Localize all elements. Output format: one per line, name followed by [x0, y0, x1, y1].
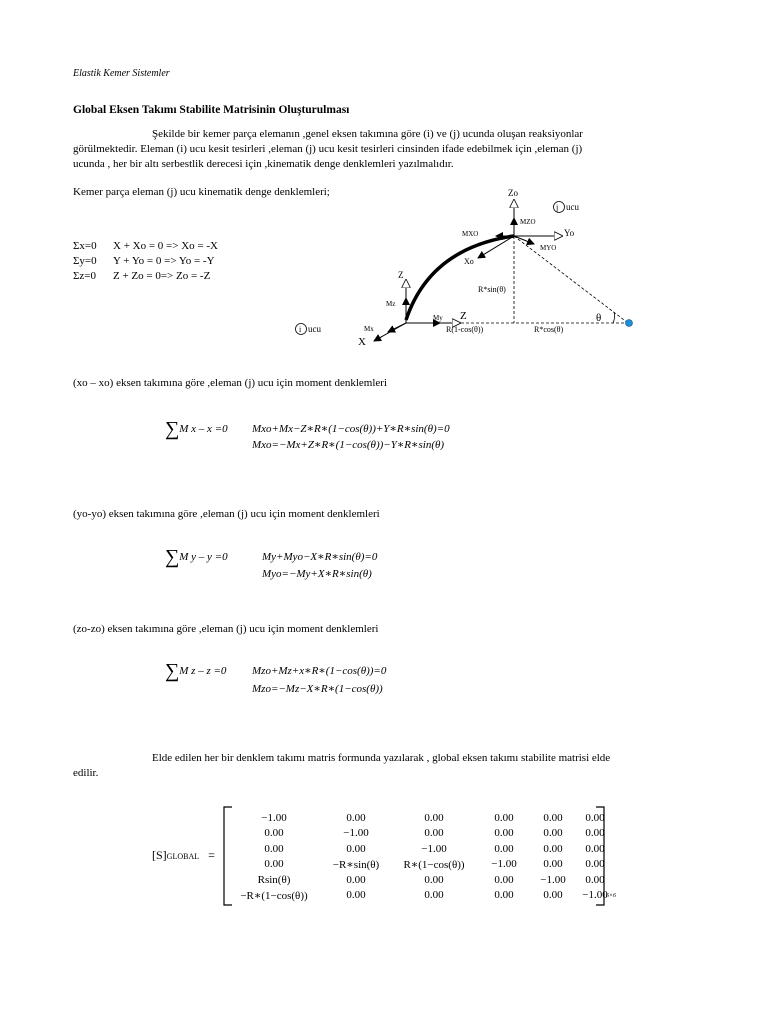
center-point — [626, 320, 633, 327]
myo-arrow — [514, 236, 534, 244]
arch-element-figure — [280, 180, 660, 350]
matrix-row — [228, 888, 616, 904]
intro-line-1: Şekilde bir kemer parça elemanın ,genel eksen takımına göre (i) ve (j) ucunda oluşan reaksiyonlar — [152, 128, 583, 140]
eq-y-line-1: My+Myo−X∗R∗sin(θ)=0 — [262, 551, 378, 563]
matrix-cell: −1.00 — [261, 811, 287, 824]
matrix-cell: 0.00 — [424, 889, 444, 902]
kinematic-eq-y: Σy=0 Y + Yo = 0 => Yo = -Y — [73, 255, 215, 267]
matrix-cell: 0.00 — [585, 842, 605, 855]
matrix-cell: 0.00 — [494, 811, 514, 824]
matrix-cell: 0.00 — [585, 827, 605, 840]
closing-line-1: Elde edilen her bir denklem takımı matris formunda yazılarak , global eksen takımı stabilite matrisi elde — [152, 752, 611, 764]
matrix-cell: −1.00 — [343, 827, 369, 840]
mzo-label: MZO — [520, 218, 536, 226]
section-z-heading: (zo-zo) eksen takımına göre ,eleman (j) ucu için moment denklemleri — [73, 623, 379, 635]
mx-arrow — [388, 323, 406, 332]
arch-curve — [406, 236, 514, 320]
eq-x-line-2: Mxo=−Mx+Z∗R∗(1−cos(θ))−Y∗R∗sin(θ) — [252, 439, 445, 451]
matrix-cell: 0.00 — [346, 842, 366, 855]
eq-z-lhs: ∑M z – z =0 — [165, 660, 227, 682]
matrix-cell: 0.00 — [585, 873, 605, 886]
closing-line-2: edilir. — [73, 767, 99, 779]
matrix-row — [228, 826, 616, 842]
rcos-label: R*cos(θ) — [534, 325, 564, 334]
matrix-cell: −1.00 — [540, 873, 566, 886]
matrix-cell: 0.00 — [264, 842, 284, 855]
rsin-label: R*sin(θ) — [478, 285, 506, 294]
j-ucu-label: ucu — [566, 202, 579, 212]
matrix-label: [S]GLOBAL = — [152, 848, 215, 862]
matrix-cell: −1.00 — [421, 842, 447, 855]
kinematic-heading: Kemer parça eleman (j) ucu kinematik denge denklemleri; — [73, 186, 330, 198]
kinematic-eq-z: Σz=0 Z + Zo = 0=> Zo = -Z — [73, 270, 211, 282]
matrix-cell: 0.00 — [264, 827, 284, 840]
eq-z-line-1: Mzo+Mz+x∗R∗(1−cos(θ))=0 — [252, 665, 387, 677]
eq-x-lhs: ∑M x – x =0 — [165, 418, 228, 440]
eq-x-line-1: Mxo+Mx−Z∗R∗(1−cos(θ))+Y∗R∗sin(θ)=0 — [252, 423, 450, 435]
r1cos-label: R(1-cos(θ)) — [446, 325, 484, 334]
matrix-cell: 0.00 — [494, 873, 514, 886]
matrix-cell: −R∗(1−cos(θ)) — [240, 889, 308, 902]
matrix-cell: Rsin(θ) — [257, 873, 291, 886]
matrix-cell: 0.00 — [543, 827, 563, 840]
matrix-cell: 0.00 — [585, 858, 605, 871]
matrix-row — [228, 810, 616, 826]
matrix-cell: 0.00 — [494, 889, 514, 902]
matrix-row — [228, 872, 616, 888]
z-label: Z — [398, 270, 404, 280]
matrix-size: 6×6 — [606, 893, 617, 899]
matrix-cell: 0.00 — [543, 811, 563, 824]
matrix-row — [228, 857, 616, 873]
matrix-row — [228, 841, 616, 857]
z2-label: Z — [460, 310, 467, 322]
intro-line-2: görülmektedir. Eleman (i) ucu kesit tesirleri ,eleman (j) ucu kesit tesirleri cinsinden ifade edebilmek için ,eleman (j) — [73, 143, 583, 155]
mxo-label: MXO — [462, 230, 479, 238]
matrix-cell: 0.00 — [424, 873, 444, 886]
matrix-cell: 0.00 — [424, 811, 444, 824]
yo-label: Yo — [564, 228, 575, 238]
eq-y-line-2: Myo=−My+X∗R∗sin(θ) — [262, 568, 372, 580]
matrix-cell: 0.00 — [264, 858, 284, 871]
x-label: X — [358, 336, 366, 348]
section-x-heading: (xo – xo) eksen takımına göre ,eleman (j) ucu için moment denklemleri — [73, 377, 388, 389]
radius-dashed — [514, 236, 628, 323]
matrix-cell: −1.00 — [582, 889, 608, 902]
matrix-cell: −R∗sin(θ) — [332, 858, 380, 871]
theta-label: θ — [596, 312, 602, 324]
stability-matrix — [228, 810, 616, 903]
xo-label: Xo — [464, 257, 474, 266]
matrix-cell: 0.00 — [543, 842, 563, 855]
matrix-cell: 0.00 — [543, 889, 563, 902]
eq-y-lhs: ∑M y – y =0 — [165, 546, 228, 568]
i-ucu-label: ucu — [308, 324, 321, 334]
theta-arc — [613, 312, 615, 323]
matrix-cell: 0.00 — [424, 827, 444, 840]
myo-label: MYO — [540, 244, 557, 252]
zo-label: Zo — [508, 188, 518, 198]
matrix-cell: 0.00 — [346, 889, 366, 902]
mx-label: Mx — [364, 325, 374, 333]
my-label: My — [433, 314, 443, 322]
section-y-heading: (yo-yo) eksen takımına göre ,eleman (j) ucu için moment denklemleri — [73, 508, 380, 520]
matrix-cell: 0.00 — [346, 811, 366, 824]
matrix-cell: 0.00 — [494, 842, 514, 855]
kinematic-eq-x: Σx=0 X + Xo = 0 => Xo = -X — [73, 240, 218, 252]
matrix-cell: 0.00 — [585, 811, 605, 824]
matrix-cell: 0.00 — [543, 858, 563, 871]
i-end-label: i — [299, 325, 302, 334]
matrix-cell: 0.00 — [494, 827, 514, 840]
j-end-label: j — [556, 203, 559, 212]
matrix-cell: 0.00 — [346, 873, 366, 886]
matrix-cell: R∗(1−cos(θ)) — [403, 858, 465, 871]
section-title: Global Eksen Takımı Stabilite Matrisinin Oluşturulması — [73, 104, 350, 116]
eq-z-line-2: Mzo=−Mz−X∗R∗(1−cos(θ)) — [252, 683, 383, 695]
running-header: Elastik Kemer Sistemler — [73, 68, 170, 79]
matrix-cell: −1.00 — [491, 858, 517, 871]
intro-line-3: ucunda , her bir altı serbestlik derecesi için ,kinematik denge denklemleri yazılmalıdır. — [73, 158, 454, 170]
mz-label: Mz — [386, 300, 396, 308]
